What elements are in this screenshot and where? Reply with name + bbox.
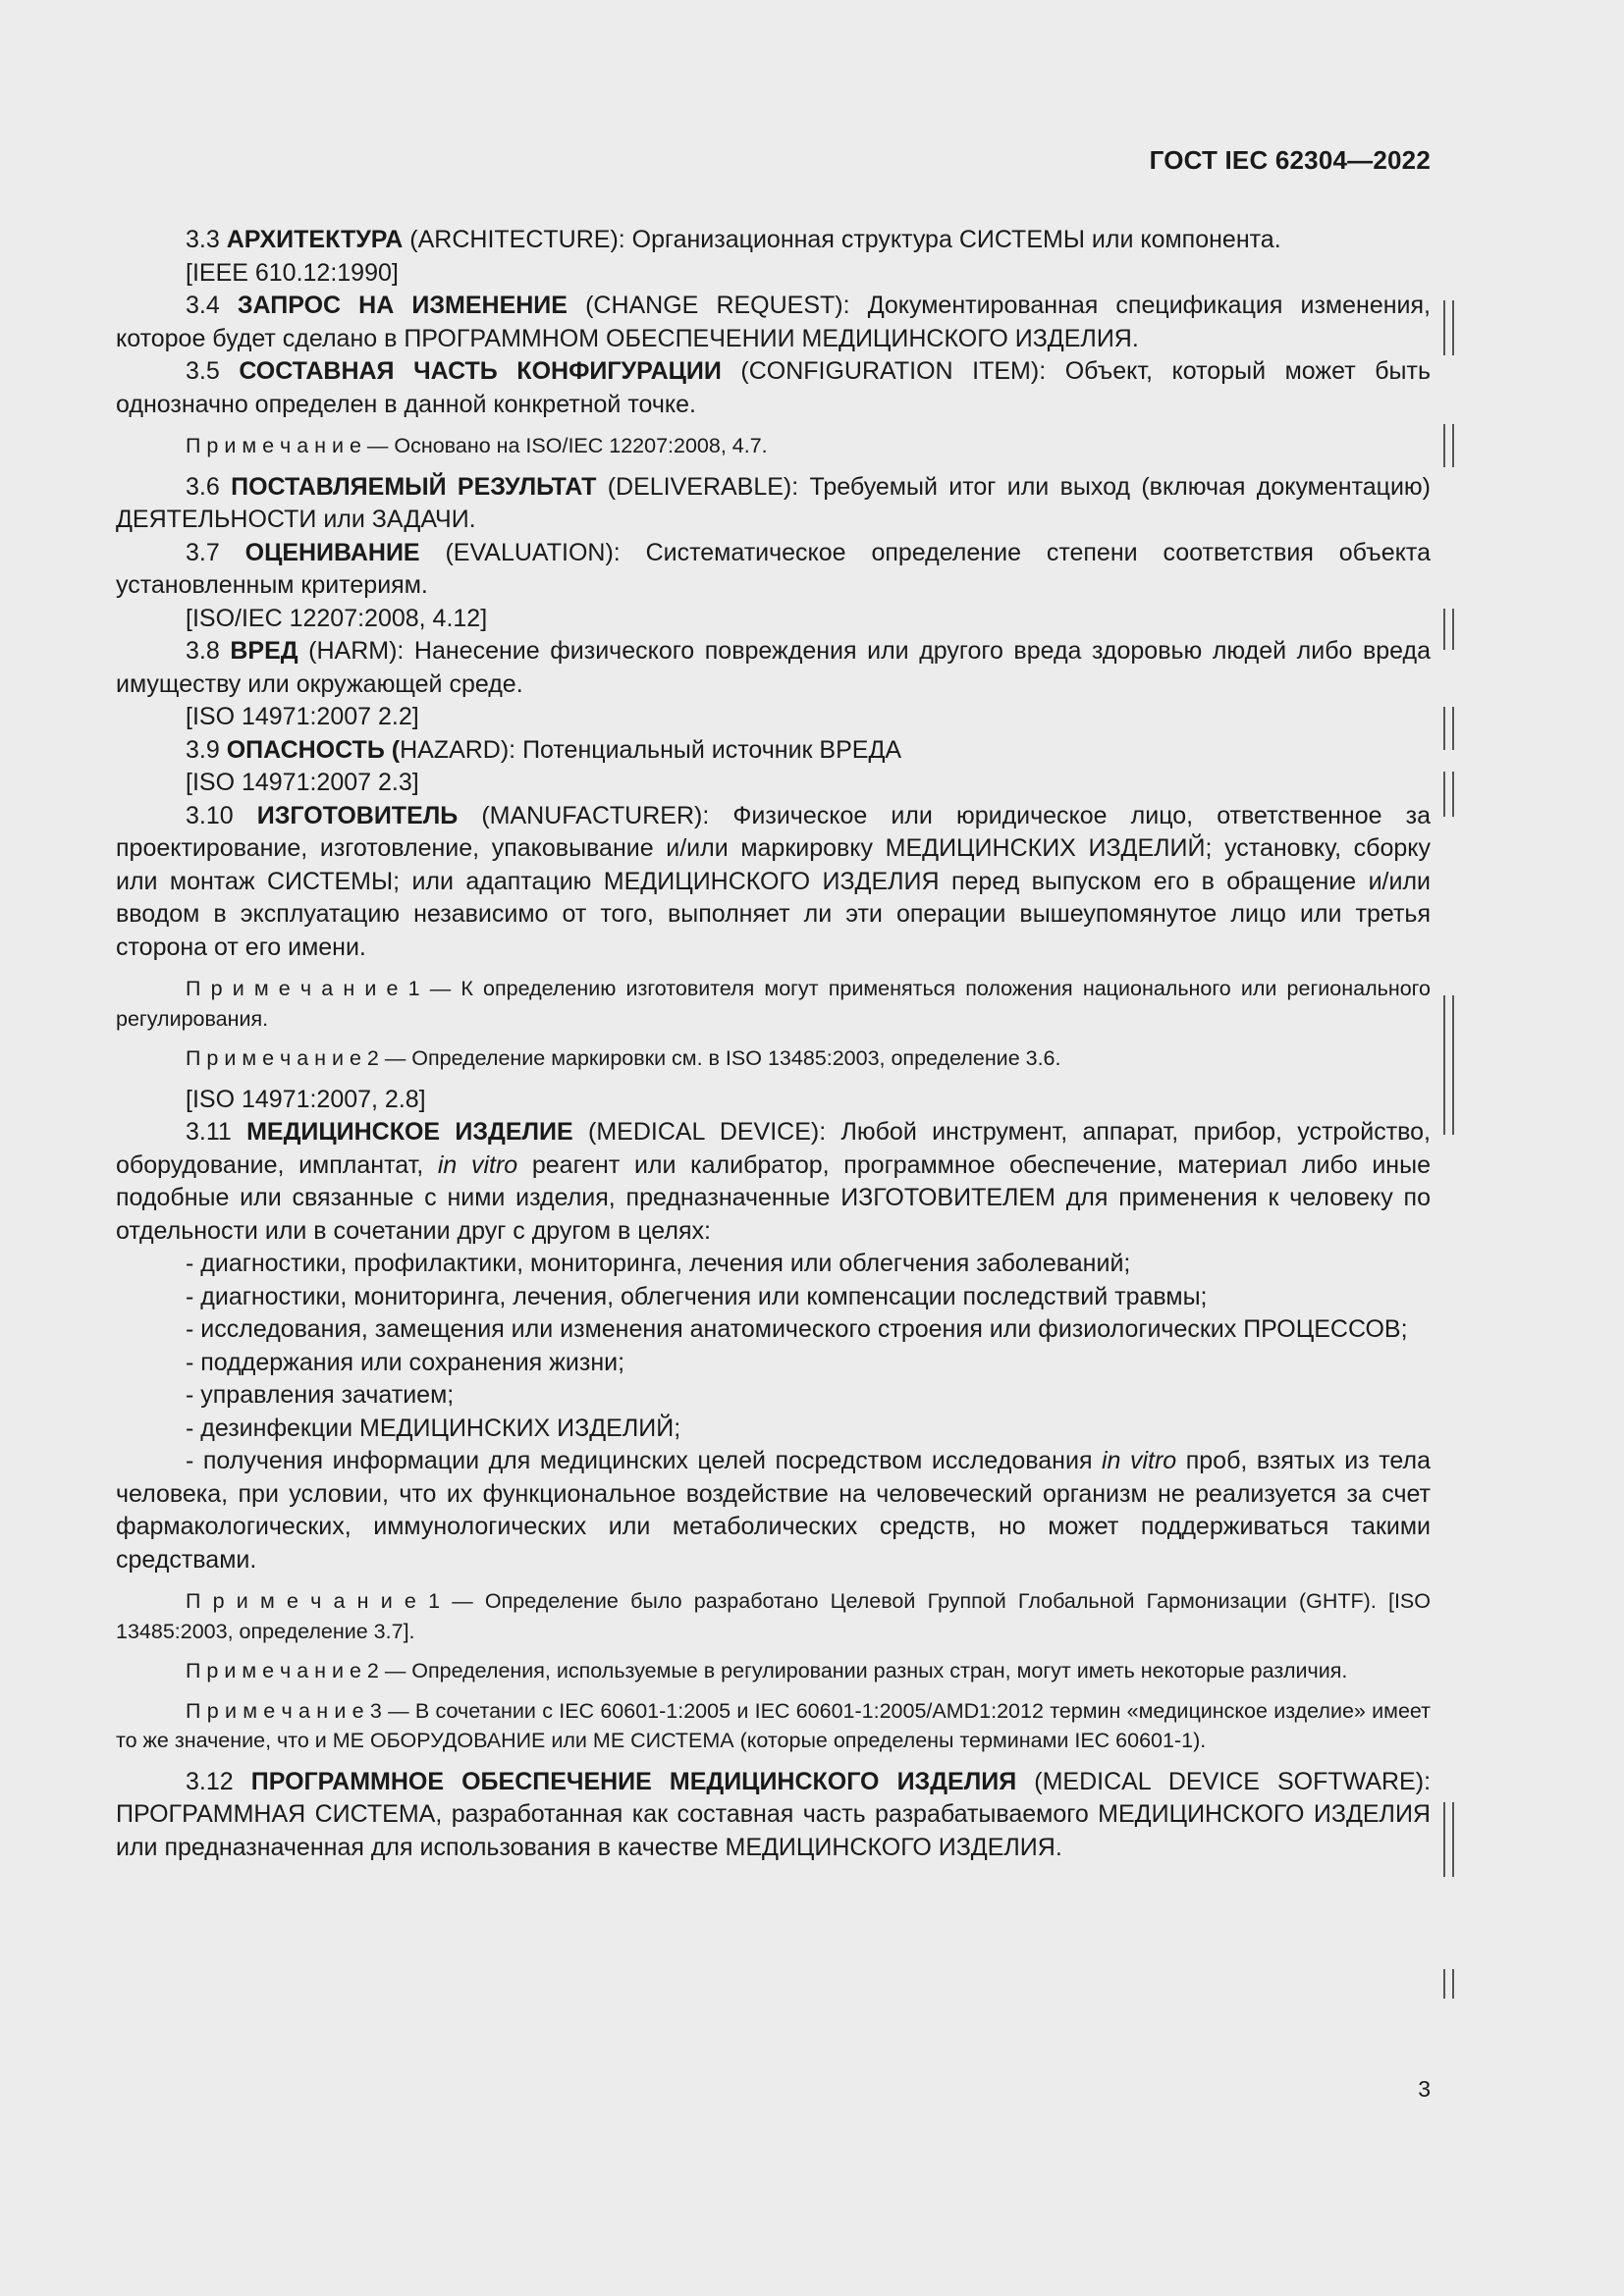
list-item: - исследования, замещения или изменения анатомического строения или физиологических ПРОЦЕССОВ; [186, 1315, 1408, 1343]
change-bar [1443, 1969, 1454, 1999]
term-3-9: 3.9 ОПАСНОСТЬ (HAZARD): Потенциальный источник ВРЕДА [186, 735, 902, 764]
term-3-10-ref: [ISO 14971:2007, 2.8] [186, 1085, 426, 1113]
note-label: П р и м е ч а н и е [186, 1589, 416, 1613]
term-3-9-ref: [ISO 14971:2007 2.3] [186, 769, 419, 796]
note-label: П р и м е ч а н и е [186, 434, 361, 457]
change-bar [1443, 707, 1454, 750]
term-3-3: 3.3 АРХИТЕКТУРА (ARCHITECTURE): Организационная структура СИСТЕМЫ или компонента. [186, 226, 1281, 253]
term-3-4: 3.4 ЗАПРОС НА ИЗМЕНЕНИЕ (CHANGE REQUEST): Документированная спецификация изменения, которое будет сделано в ПРОГРАММНОМ ОБЕСПЕЧЕНИИ МЕДИЦИНСКОГО ИЗДЕЛИЯ. [116, 292, 1431, 352]
change-bar [1443, 1802, 1454, 1877]
term-3-11-note-3: П р и м е ч а н и е 3 — В сочетании с IEC 60601-1:2005 и IEC 60601-1:2005/AMD1:2012 термин «медицинское изделие» имеет то же значение, что и МЕ ОБОРУДОВАНИЕ или МЕ СИСТЕМА (которые определены терминами IEC 60601-1). [116, 1698, 1431, 1752]
list-item: - управления зачатием; [186, 1381, 455, 1409]
term-3-6: 3.6 ПОСТАВЛЯЕМЫЙ РЕЗУЛЬТАТ (DELIVERABLE): Требуемый итог или выход (включая документацию) ДЕЯТЕЛЬНОСТИ или ЗАДАЧИ. [116, 472, 1432, 533]
change-bar [1443, 424, 1454, 467]
list-item: - получения информации для медицинских целей посредством исследования in vitro проб, взятых из тела человека, при условии, что их функциональное воздействие на человеческий организм не реализуется за счет фармакологических, иммунологических или метаболических средств, но может поддерживаться такими средствами. [116, 1447, 1431, 1574]
change-bar [1443, 772, 1454, 817]
term-3-8-ref: [ISO 14971:2007 2.2] [186, 703, 419, 730]
change-bar [1443, 995, 1454, 1135]
note-label: П р и м е ч а н и е [186, 1046, 361, 1070]
term-3-12: 3.12 ПРОГРАММНОЕ ОБЕСПЕЧЕНИЕ МЕДИЦИНСКОГО ИЗДЕЛИЯ (MEDICAL DEVICE SOFTWARE): ПРОГРАММНАЯ СИСТЕМА, разработанная как составная часть разрабатываемого МЕДИЦИНСКОГО ИЗДЕЛИЯ или предназначенная для использования в качестве МЕДИЦИНСКОГО ИЗДЕЛИЯ. [116, 1767, 1432, 1861]
note-label: П р и м е ч а н и е [186, 1659, 361, 1682]
term-3-8: 3.8 ВРЕД (HARM): Нанесение физического повреждения или другого вреда здоровью людей либо вреда имуществу или окружающей среде. [116, 637, 1432, 698]
list-item: - поддержания или сохранения жизни; [186, 1348, 625, 1376]
term-3-10-note-2: П р и м е ч а н и е 2 — Определение маркировки см. в ISO 13485:2003, определение 3.6. [186, 1046, 1061, 1070]
change-bar [1443, 300, 1454, 355]
page-number: 3 [1418, 2076, 1431, 2102]
term-3-5: 3.5 СОСТАВНАЯ ЧАСТЬ КОНФИГУРАЦИИ (CONFIGURATION ITEM): Объект, который может быть однозначно определен в данной конкретной точке. [116, 357, 1431, 418]
list-item: - дезинфекции МЕДИЦИНСКИХ ИЗДЕЛИЙ; [186, 1414, 681, 1442]
term-3-5-note: П р и м е ч а н и е — Основано на ISO/IEC 12207:2008, 4.7. [186, 434, 768, 457]
term-3-11-note-1: П р и м е ч а н и е 1 — Определение было разработано Целевой Группой Глобальной Гармонизации (GHTF). [ISO 13485:2003, определение 3.7]. [116, 1589, 1431, 1643]
term-3-3-ref: [IEEE 610.12:1990] [186, 258, 399, 287]
change-bar [1443, 609, 1454, 650]
note-label: П р и м е ч а н и е [186, 977, 399, 1000]
term-3-11-note-2: П р и м е ч а н и е 2 — Определения, используемые в регулировании разных стран, могут иметь некоторые различия. [186, 1659, 1348, 1682]
list-item: - диагностики, профилактики, мониторинга, лечения или облегчения заболеваний; [186, 1250, 1131, 1277]
list-item: - диагностики, мониторинга, лечения, облегчения или компенсации последствий травмы; [186, 1282, 1208, 1310]
note-label: П р и м е ч а н и е [186, 1698, 364, 1723]
terms-content [116, 224, 1431, 1864]
term-3-11: 3.11 МЕДИЦИНСКОЕ ИЗДЕЛИЕ (MEDICAL DEVICE): Любой инструмент, аппарат, прибор, устройство, оборудование, имплантат, in vitro реагент или калибратор, программное обеспечение, материал либо иные подобные или связанные с ними изделия, предназначенные ИЗГОТОВИТЕЛЕМ для применения к человеку по отдельности или в сочетании друг с другом в целях: [116, 1118, 1432, 1245]
standard-header: ГОСТ IEC 62304—2022 [1149, 145, 1431, 175]
term-3-10-note-1: П р и м е ч а н и е 1 — К определению изготовителя могут применяться положения национального или регионального регулирования. [116, 977, 1431, 1031]
term-3-7: 3.7 ОЦЕНИВАНИЕ (EVALUATION): Систематическое определение степени соответствия объекта установленным критериям. [116, 538, 1431, 599]
term-3-7-ref: [ISO/IEC 12207:2008, 4.12] [186, 604, 488, 632]
term-3-10: 3.10 ИЗГОТОВИТЕЛЬ (MANUFACTURER): Физическое или юридическое лицо, ответственное за проектирование, изготовление, упаковывание и/или маркировку МЕДИЦИНСКИХ ИЗДЕЛИЙ; установку, сборку или монтаж СИСТЕМЫ; или адаптацию МЕДИЦИНСКОГО ИЗДЕЛИЯ перед выпуском его в обращение и/или вводом в эксплуатацию независимо от того, выполняет ли эти операции вышеупомянутое лицо или третья сторона от его имени. [116, 801, 1431, 961]
